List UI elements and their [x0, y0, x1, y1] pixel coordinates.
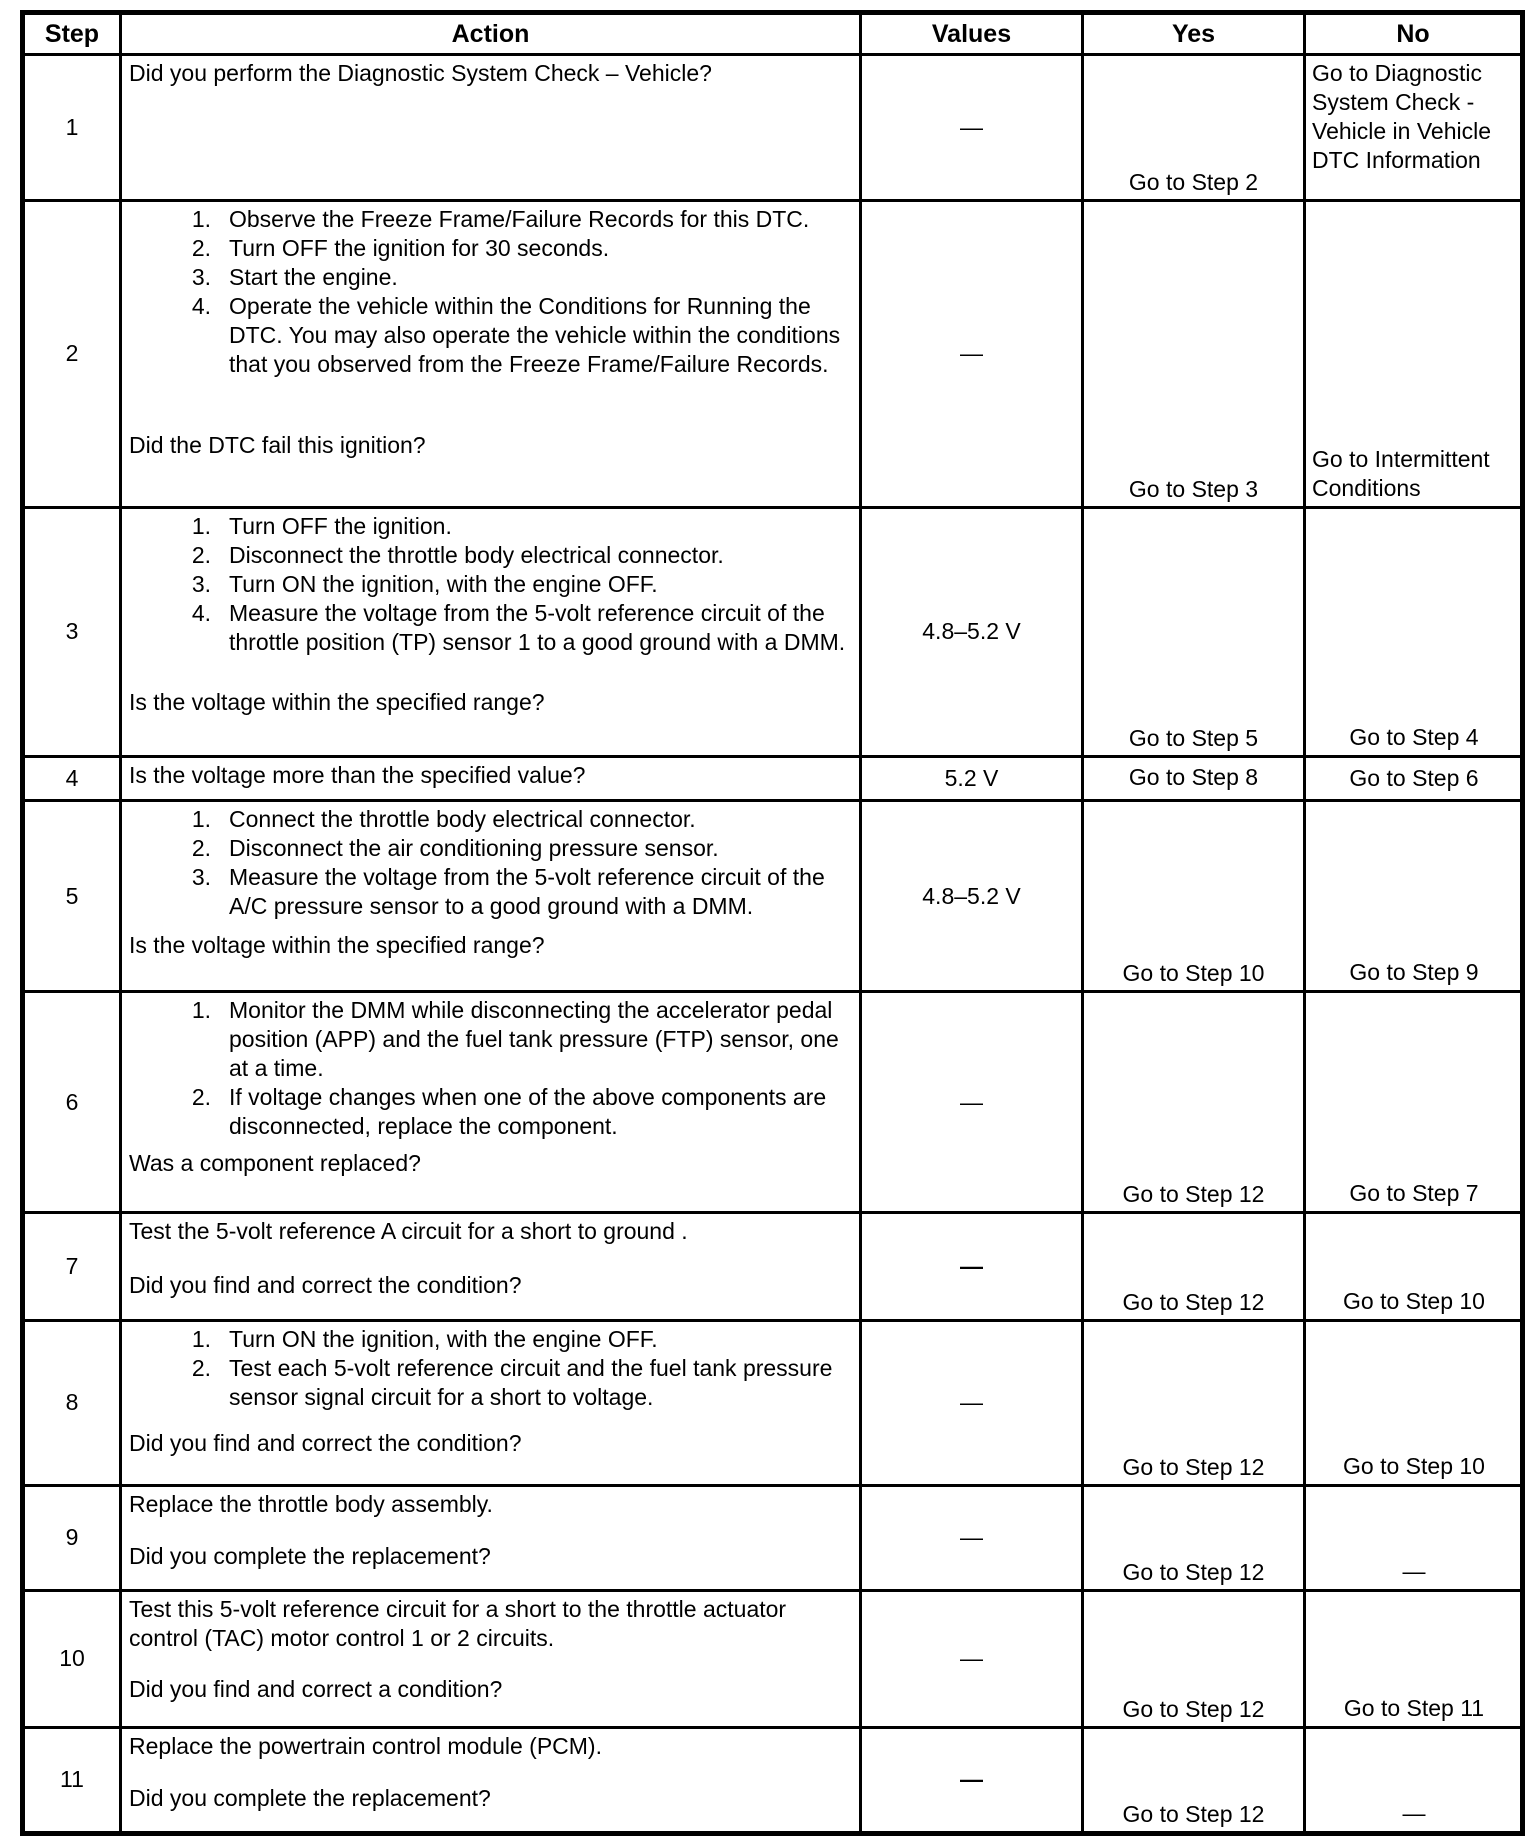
- action-steps: [129, 512, 853, 657]
- action-question: Was a component replaced?: [129, 1150, 421, 1177]
- value-cell: —: [861, 1727, 1083, 1833]
- action-step: [129, 599, 853, 657]
- action-spacer: [129, 379, 853, 431]
- action-intro: Test the 5-volt reference A circuit for a short to ground .: [129, 1218, 688, 1245]
- header-no: No: [1305, 13, 1523, 55]
- action-step: [129, 541, 853, 570]
- header-values: Values: [861, 13, 1083, 55]
- action-step-number: 1.: [191, 512, 211, 539]
- table-row: [23, 1727, 1523, 1833]
- action-step: [129, 292, 853, 379]
- action-cell: [121, 801, 861, 992]
- action-content: [129, 805, 853, 963]
- step-number: 1: [23, 55, 121, 201]
- value-cell: 4.8–5.2 V: [861, 801, 1083, 992]
- header-yes: Yes: [1083, 13, 1305, 55]
- action-step: [129, 570, 853, 599]
- action-step-text: Connect the throttle body electrical connector.: [229, 806, 696, 833]
- no-cell: Go to Diagnostic System Check - Vehicle in Vehicle DTC Information: [1305, 55, 1523, 201]
- action-content: [129, 1325, 853, 1461]
- action-step-number: 3.: [191, 570, 211, 597]
- action-step-number: 3.: [191, 864, 211, 891]
- action-content: [129, 761, 853, 791]
- step-number: 10: [23, 1590, 121, 1727]
- action-question: Did you find and correct the condition?: [129, 1272, 522, 1299]
- step-number: 8: [23, 1320, 121, 1485]
- action-step: [129, 512, 853, 541]
- action-cell: [121, 200, 861, 507]
- action-question: Did the DTC fail this ignition?: [129, 431, 426, 458]
- value-cell: —: [861, 55, 1083, 201]
- action-step-text: Measure the voltage from the 5-volt reference circuit of the A/C pressure sensor to a good ground with a DMM.: [229, 864, 825, 920]
- action-step-number: 4.: [191, 599, 211, 626]
- step-number: 2: [23, 200, 121, 507]
- step-number: 11: [23, 1727, 121, 1833]
- action-spacer: [129, 657, 853, 688]
- value-cell: —: [861, 1485, 1083, 1590]
- action-step-number: 3.: [191, 263, 211, 290]
- action-step-text: Operate the vehicle within the Conditions for Running the DTC. You may also operate the vehicle within the conditions that you observed from the Freeze Frame/Failure Records.: [229, 292, 841, 377]
- action-step-number: 1.: [191, 806, 211, 833]
- action-content: [129, 1490, 853, 1574]
- yes-cell: Go to Step 3: [1083, 200, 1305, 507]
- action-spacer: [129, 1412, 853, 1429]
- value-cell: —: [861, 200, 1083, 507]
- action-steps: [129, 805, 853, 921]
- value-cell: —: [861, 1590, 1083, 1727]
- action-content: [129, 512, 853, 720]
- action-step-number: 1.: [191, 205, 211, 232]
- action-steps: [129, 996, 853, 1141]
- action-spacer: [129, 1519, 853, 1542]
- action-content: [129, 1595, 853, 1707]
- yes-cell: Go to Step 12: [1083, 1485, 1305, 1590]
- action-intro: Replace the powertrain control module (PCM).: [129, 1732, 602, 1759]
- table-row: [23, 1320, 1523, 1485]
- header-action: Action: [121, 13, 861, 55]
- table-row: [23, 200, 1523, 507]
- step-number: 7: [23, 1213, 121, 1320]
- action-step: [129, 805, 853, 834]
- action-step-text: Start the engine.: [229, 263, 398, 290]
- action-step: [129, 205, 853, 234]
- action-intro: Test this 5-volt reference circuit for a short to the throttle actuator control (TAC) motor control 1 or 2 circuits.: [129, 1595, 787, 1651]
- no-cell: Go to Step 10: [1305, 1320, 1523, 1485]
- action-step: [129, 234, 853, 263]
- action-step-text: Test each 5-volt reference circuit and the fuel tank pressure sensor signal circuit for a short to voltage.: [229, 1354, 833, 1410]
- step-number: 5: [23, 801, 121, 992]
- action-content: [129, 996, 853, 1180]
- action-step: [129, 1354, 853, 1412]
- no-cell: Go to Intermittent Conditions: [1305, 200, 1523, 507]
- action-step-text: Turn ON the ignition, with the engine OFF.: [229, 1325, 658, 1352]
- yes-cell: Go to Step 10: [1083, 801, 1305, 992]
- action-step-text: Turn OFF the ignition for 30 seconds.: [229, 234, 610, 261]
- table-row: [23, 1213, 1523, 1320]
- action-cell: [121, 757, 861, 801]
- table-row: [23, 55, 1523, 201]
- action-step-number: 2.: [191, 1084, 211, 1111]
- action-step-number: 2.: [191, 541, 211, 568]
- action-cell: [121, 1727, 861, 1833]
- action-content: [129, 1732, 853, 1816]
- no-cell: Go to Step 4: [1305, 507, 1523, 756]
- table-row: [23, 801, 1523, 992]
- action-cell: [121, 55, 861, 201]
- action-step-number: 2.: [191, 1354, 211, 1381]
- no-cell: Go to Step 10: [1305, 1213, 1523, 1320]
- action-spacer: [129, 1653, 853, 1675]
- value-cell: —: [861, 992, 1083, 1213]
- yes-cell: Go to Step 2: [1083, 55, 1305, 201]
- action-cell: [121, 507, 861, 756]
- action-step: [129, 996, 853, 1083]
- action-spacer: [129, 921, 853, 931]
- no-cell: Go to Step 9: [1305, 801, 1523, 992]
- step-number: 3: [23, 507, 121, 756]
- action-cell: [121, 1213, 861, 1320]
- action-question: Did you complete the replacement?: [129, 1542, 491, 1569]
- step-number: 4: [23, 757, 121, 801]
- action-step: [129, 834, 853, 863]
- action-question: Did you find and correct the condition?: [129, 1429, 522, 1456]
- yes-cell: Go to Step 12: [1083, 1213, 1305, 1320]
- action-cell: [121, 1590, 861, 1727]
- value-cell: —: [861, 1213, 1083, 1320]
- action-steps: [129, 205, 853, 379]
- action-content: [129, 205, 853, 463]
- action-question: Did you find and correct a condition?: [129, 1675, 503, 1702]
- action-step-number: 2.: [191, 835, 211, 862]
- table-row: [23, 757, 1523, 801]
- action-step: [129, 1083, 853, 1141]
- action-step-text: Turn OFF the ignition.: [229, 512, 452, 539]
- step-number: 6: [23, 992, 121, 1213]
- action-spacer: [129, 1761, 853, 1784]
- action-step: [129, 263, 853, 292]
- action-step-text: Turn ON the ignition, with the engine OFF.: [229, 570, 658, 597]
- yes-cell: Go to Step 12: [1083, 1727, 1305, 1833]
- table-body: [23, 55, 1523, 1834]
- yes-cell: Go to Step 12: [1083, 1590, 1305, 1727]
- no-cell: Go to Step 6: [1305, 757, 1523, 801]
- table-header: [23, 13, 1523, 55]
- action-step-text: Observe the Freeze Frame/Failure Records for this DTC.: [229, 205, 810, 232]
- header-step: Step: [23, 13, 121, 55]
- action-step-text: Disconnect the air conditioning pressure sensor.: [229, 835, 719, 862]
- table-row: [23, 992, 1523, 1213]
- value-cell: —: [861, 1320, 1083, 1485]
- action-content: [129, 59, 853, 161]
- action-question: Is the voltage within the specified range?: [129, 932, 545, 959]
- action-step-text: If voltage changes when one of the above components are disconnected, replace the component.: [229, 1084, 827, 1140]
- action-question: Is the voltage more than the specified value?: [129, 762, 586, 789]
- yes-cell: Go to Step 12: [1083, 992, 1305, 1213]
- action-cell: [121, 1485, 861, 1590]
- no-cell: —: [1305, 1485, 1523, 1590]
- no-cell: Go to Step 7: [1305, 992, 1523, 1213]
- action-step-text: Monitor the DMM while disconnecting the accelerator pedal position (APP) and the fuel tank pressure (FTP) sensor, one at a time.: [229, 997, 839, 1082]
- table-row: [23, 1590, 1523, 1727]
- step-number: 9: [23, 1485, 121, 1590]
- action-step-number: 1.: [191, 1325, 211, 1352]
- action-step-number: 1.: [191, 997, 211, 1024]
- no-cell: Go to Step 11: [1305, 1590, 1523, 1727]
- value-cell: 5.2 V: [861, 757, 1083, 801]
- yes-cell: Go to Step 12: [1083, 1320, 1305, 1485]
- action-spacer: [129, 1141, 853, 1149]
- value-cell: 4.8–5.2 V: [861, 507, 1083, 756]
- action-intro: Did you perform the Diagnostic System Check – Vehicle?: [129, 60, 712, 86]
- no-cell: —: [1305, 1727, 1523, 1833]
- action-cell: [121, 992, 861, 1213]
- action-content: [129, 1217, 853, 1303]
- table-row: [23, 507, 1523, 756]
- yes-cell: Go to Step 8: [1083, 757, 1305, 801]
- action-step-text: Measure the voltage from the 5-volt reference circuit of the throttle position (TP) sensor 1 to a good ground with a DMM.: [229, 599, 846, 655]
- diagnostic-table: [20, 10, 1525, 1836]
- action-step: [129, 863, 853, 921]
- action-cell: [121, 1320, 861, 1485]
- action-question: Did you complete the replacement?: [129, 1784, 491, 1811]
- action-question: Is the voltage within the specified range?: [129, 688, 545, 715]
- header-row: [23, 13, 1523, 55]
- action-step-text: Disconnect the throttle body electrical connector.: [229, 541, 724, 568]
- action-step-number: 4.: [191, 292, 211, 319]
- yes-cell: Go to Step 5: [1083, 507, 1305, 756]
- action-intro: Replace the throttle body assembly.: [129, 1490, 493, 1517]
- action-spacer: [129, 1246, 853, 1271]
- action-step-number: 2.: [191, 234, 211, 261]
- action-steps: [129, 1325, 853, 1412]
- action-step: [129, 1325, 853, 1354]
- table-row: [23, 1485, 1523, 1590]
